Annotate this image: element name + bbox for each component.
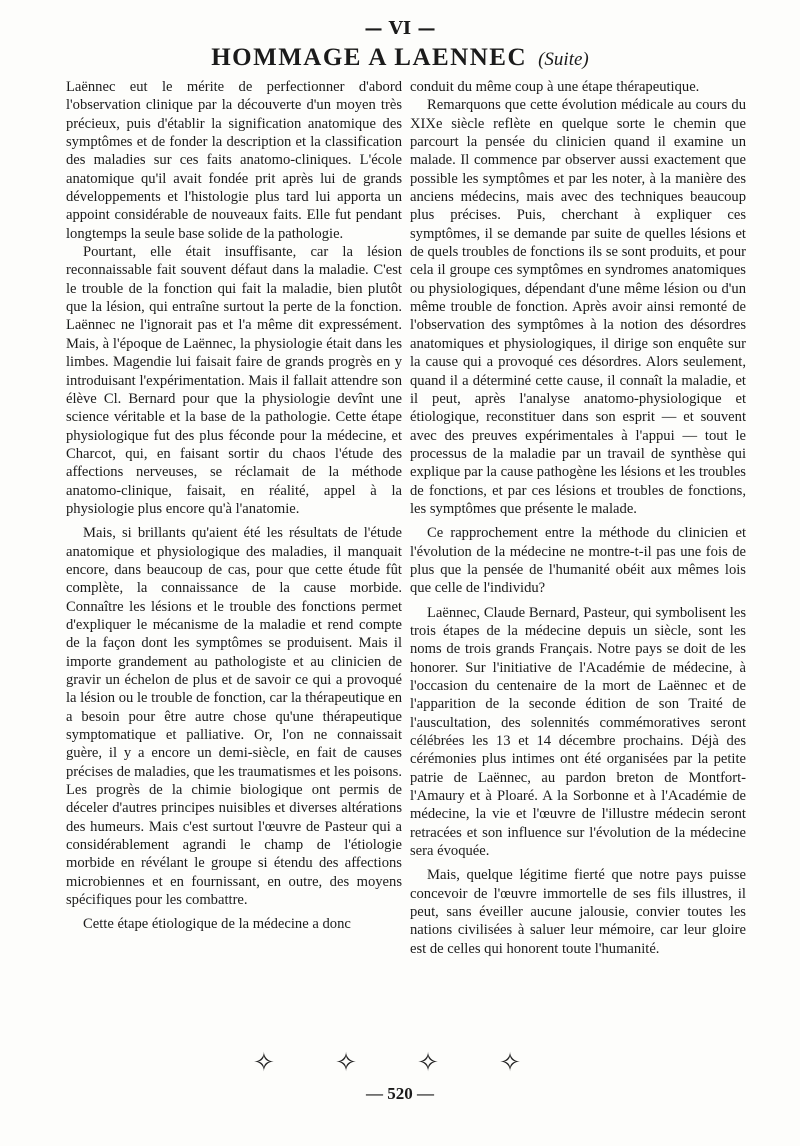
paragraph: conduit du même coup à une étape thérapeutique. <box>410 79 700 95</box>
paragraph: Ce rapprochement entre la méthode du clinicien et l'évolution de la médecine ne montre-t-il pas une fois de plus que la pensée de l'humanité obéit aux mêmes lois que celle de l'individu? <box>410 525 746 597</box>
title-continuation: (Suite) <box>538 49 589 70</box>
right-column <box>410 78 746 958</box>
paragraph: Pourtant, elle était insuffisante, car la lésion reconnaissable fait souvent défaut dans la maladie. C'est le trouble de la fonction qui fait la maladie, bien plutôt que la lésion, qui entraîne surtout la perte de la fonction. Laënnec ne l'ignorait pas et l'a même dit expressément. Mais, à l'époque de Laënnec, la physiologie était dans les limbes. Magendie lui faisait faire de grands progrès en y introduisant l'expérimentation. Mais il fallait attendre son élève Cl. Bernard pour que la physiologie devînt une science véritable et la base de la pathologie. Cette étape physiologique fut des plus féconde pour la médecine, et Charcot, qui, en faisant sortir du chaos l'étude des affections nerveuses, se réclamait de la méthode anatomo-clinique, faisait, en réalité, appel à la physiologie plus encore qu'à l'anatomie. <box>66 244 402 517</box>
roman-page-number: — VI — <box>364 18 436 39</box>
paragraph: Mais, quelque légitime fierté que notre pays puisse concevoir de l'œuvre immortelle de ses fils illustres, il peut, sans éveiller aucune jalousie, convier toutes les nations civilisées à saluer leur mémoire, car leur gloire est de celles qui honorent toute l'humanité. <box>410 867 746 957</box>
paragraph: Cette étape étiologique de la médecine a donc <box>83 916 351 933</box>
paragraph: Laënnec, Claude Bernard, Pasteur, qui symbolisent les trois étapes de la médecine depuis un siècle, sont les noms de trois grands Français. Notre pays se doit de les honorer. Sur l'initiative de l'Académie de médecine, à l'occasion du centenaire de la mort de Laënnec et de l'apparition de la seconde édition de son Traité de l'auscultation, des solennités commémoratives seront célébrées les 13 et 14 décembre prochains. Déjà des cérémonies plus intimes ont été organisées par la petite patrie de Laënnec, au pardon breton de Montfort-l'Amaury et à Ploaré. A la Sorbonne et à l'Académie de médecine, la vie et l'œuvre de l'illustre médecin seront retracées et son influence sur l'évolution de la médecine sera évoquée. <box>410 604 746 860</box>
paragraph: Remarquons que cette évolution médicale au cours du XIXe siècle reflète en quelque sorte le chemin que parcourt la pensée du clinicien quand il examine un malade. Il commence par observer aussi exactement que possible les symptômes et par les noter, à la manière des anciens médecins, mais avec des techniques beaucoup plus précises. Puis, cherchant à expliquer ces symptômes, il se demande par suite de quelles lésions et de quels troubles de fonctions ils se sont produits, et pour cela il groupe ces symptômes en syndromes anatomiques ou physiologiques, dépendant d'une même lésion ou d'un même trouble de fonction. Après avoir ainsi remonté de l'observation des symptômes à la notion des désordres anatomiques et physiologiques, il dirige son enquête sur la cause qui a provoqué ces désordres. Alors seulement, quand il a déterminé cette cause, il connaît la maladie, et il peut, après l'analyse anatomo-physiologique et étiologique, reconstituer dans son esprit — et souvent avec des preuves expérimentales à l'appui — tout le processus de la maladie par un travail de synthèse qui explique par la cause pathogène les lésions et les troubles de fonctions, et par ces lésions et troubles de fonctions, les symptômes que présente le malade. <box>410 97 746 517</box>
paragraph: Laënnec eut le mérite de perfectionner d'abord l'observation clinique par la découverte d'un moyen très précieux, puis d'établir la signification anatomique des symptômes et de fonder la description et la classification des maladies sur ces faits anatomo-cliniques. L'école anatomique qu'il avait fondée prit après lui de grands développements et l'histologie plus tard lui apporta un appoint considérable de nouveaux faits. Elle fut pendant longtemps la seule base solide de la pathologie. <box>66 79 402 242</box>
title-text: HOMMAGE A LAENNEC <box>211 44 528 71</box>
ornament-stars-icon: ✧ ✧ ✧ ✧ <box>253 1048 547 1078</box>
left-column <box>66 78 402 934</box>
paragraph: Mais, si brillants qu'aient été les résultats de l'étude anatomique et physiologique des maladies, il manquait encore, dans beaucoup de cas, pour que cette étude fût complète, la connaissance de la cause morbide. Connaître les lésions et le trouble des fonctions permet d'expliquer le mécanisme de la maladie et rend compte de la façon dont les symptômes se produisent. Mais il importe grandement au pathologiste et au clinicien de gravir un échelon de plus et de savoir ce qui a provoqué la lésion ou le trouble de fonction, car la thérapeutique en a besoin pour être autre chose qu'une thérapeutique symptomatique et palliative. Or, l'on ne connaissait guère, il y a encore un demi-siècle, en fait de causes précises de maladies, que les traumatismes et les poisons. Les progrès de la chimie biologique ont permis de déceler d'autres principes nuisibles et diverses altérations des humeurs. Mais c'est surtout l'œuvre de Pasteur qui a considérablement agrandi le champ de l'étiologie morbide en révélant le groupe si étendu des affections microbiennes et en fournissant, en outre, des moyens spécifiques pour les combattre. <box>66 525 402 909</box>
article-title <box>0 44 800 72</box>
page-number: — 520 — <box>366 1084 434 1103</box>
